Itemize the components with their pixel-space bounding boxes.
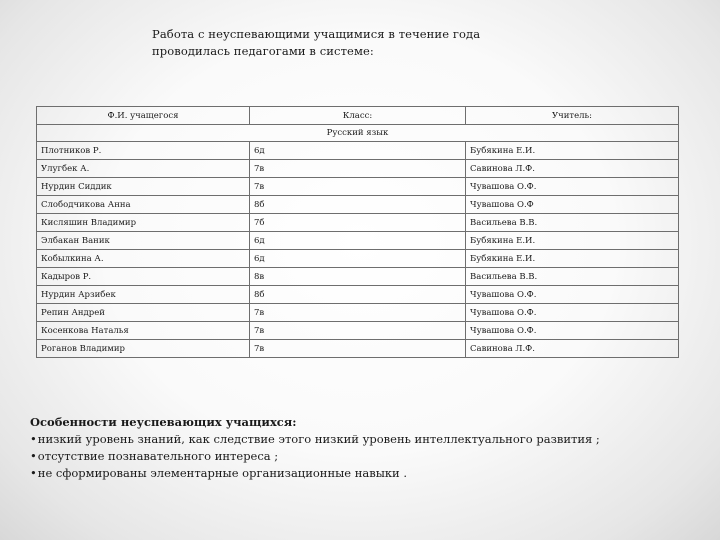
cell-teacher: Бубякина Е.И. [466, 142, 679, 160]
table-row [37, 304, 679, 322]
students-table [36, 106, 679, 358]
cell-student-name: Плотников Р. [37, 142, 250, 160]
cell-teacher: Савинова Л.Ф. [466, 160, 679, 178]
table-row [37, 250, 679, 268]
cell-class: 7в [250, 340, 466, 358]
header-student-name: Ф.И. учащегося [37, 107, 250, 125]
table-row [37, 178, 679, 196]
table-header-row [37, 107, 679, 125]
cell-teacher: Бубякина Е.И. [466, 250, 679, 268]
table-row [37, 214, 679, 232]
cell-class: 8б [250, 286, 466, 304]
cell-student-name: Роганов Владимир [37, 340, 250, 358]
cell-student-name: Слободчикова Анна [37, 196, 250, 214]
intro-line-2: проводилась педагогами в системе: [152, 44, 374, 58]
table-row [37, 340, 679, 358]
cell-student-name: Репин Андрей [37, 304, 250, 322]
table-row [37, 268, 679, 286]
cell-teacher: Васильева В.В. [466, 268, 679, 286]
cell-teacher: Чувашова О.Ф. [466, 304, 679, 322]
subject-row [37, 125, 679, 142]
features-list [30, 431, 700, 482]
features-item: • отсутствие познавательного интереса ; [30, 448, 700, 465]
features-item: • не сформированы элементарные организационные навыки . [30, 465, 700, 482]
features-heading: Особенности неуспевающих учащихся: [30, 415, 297, 429]
cell-student-name: Косенкова Наталья [37, 322, 250, 340]
cell-class: 7в [250, 178, 466, 196]
cell-student-name: Кобылкина А. [37, 250, 250, 268]
header-teacher: Учитель: [466, 107, 679, 125]
cell-class: 6д [250, 142, 466, 160]
cell-class: 8б [250, 196, 466, 214]
table-body [37, 142, 679, 358]
cell-class: 8в [250, 268, 466, 286]
cell-student-name: Нурдин Сиддик [37, 178, 250, 196]
intro-line-1: Работа с неуспевающими учащимися в течение года [152, 27, 481, 41]
intro-text [152, 26, 512, 60]
cell-teacher: Чувашова О.Ф. [466, 322, 679, 340]
cell-teacher: Чувашова О.Ф. [466, 178, 679, 196]
table-row [37, 142, 679, 160]
cell-student-name: Элбакан Ваник [37, 232, 250, 250]
table-row [37, 232, 679, 250]
features-item: • низкий уровень знаний, как следствие этого низкий уровень интеллектуального развития ; [30, 431, 700, 448]
cell-class: 7б [250, 214, 466, 232]
cell-class: 6д [250, 232, 466, 250]
cell-class: 7в [250, 160, 466, 178]
header-class: Класс: [250, 107, 466, 125]
cell-student-name: Кисляшин Владимир [37, 214, 250, 232]
table-row [37, 196, 679, 214]
cell-teacher: Бубякина Е.И. [466, 232, 679, 250]
cell-student-name: Кадыров Р. [37, 268, 250, 286]
features-section [30, 414, 700, 482]
table-row [37, 322, 679, 340]
cell-teacher: Савинова Л.Ф. [466, 340, 679, 358]
cell-class: 6д [250, 250, 466, 268]
cell-class: 7в [250, 322, 466, 340]
cell-student-name: Улугбек А. [37, 160, 250, 178]
cell-teacher: Чувашова О.Ф [466, 196, 679, 214]
table-row [37, 286, 679, 304]
cell-student-name: Нурдин Арзибек [37, 286, 250, 304]
table-row [37, 160, 679, 178]
cell-class: 7в [250, 304, 466, 322]
cell-teacher: Чувашова О.Ф. [466, 286, 679, 304]
cell-teacher: Васильева В.В. [466, 214, 679, 232]
subject-label: Русский язык [37, 125, 679, 142]
